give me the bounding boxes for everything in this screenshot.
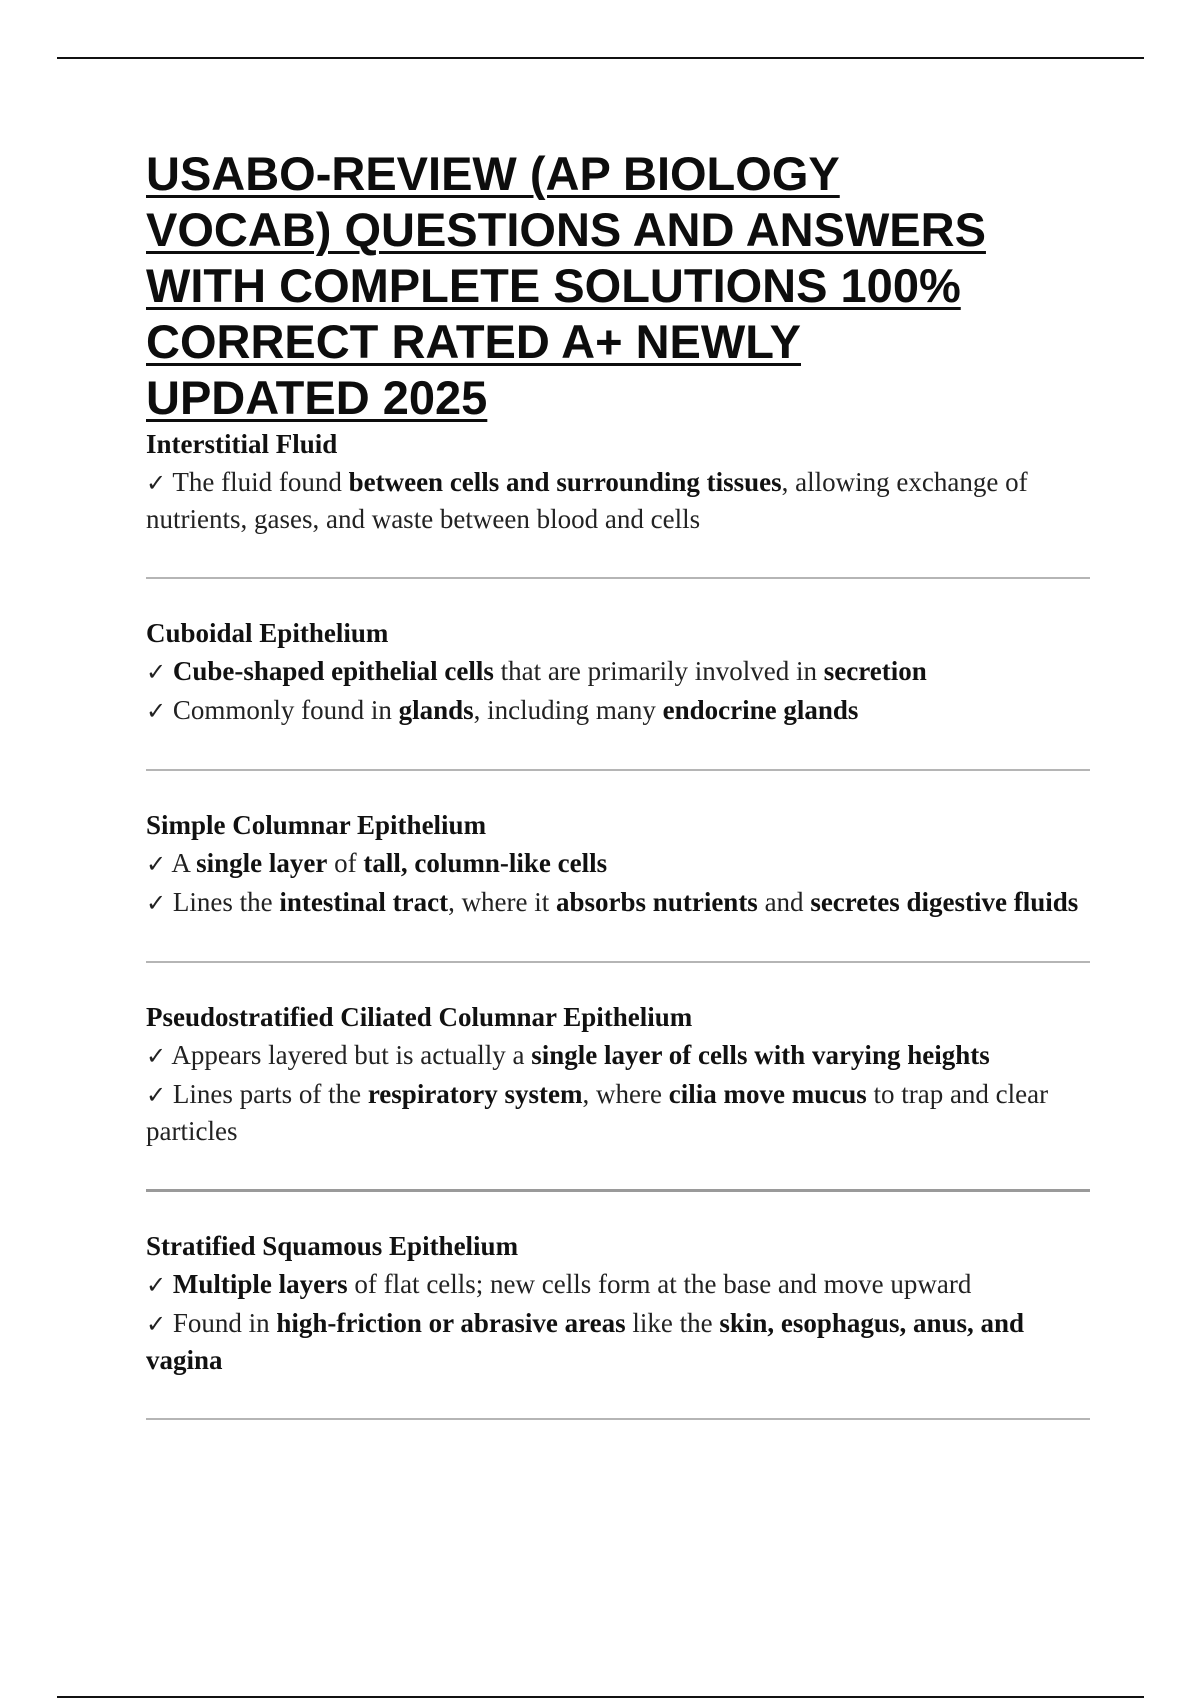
bullet-text: Appears layered but is actually a [171, 1040, 532, 1070]
entry-term: Simple Columnar Epithelium [146, 810, 487, 840]
entry-term: Interstitial Fluid [146, 429, 338, 459]
entry-bullet [146, 884, 1090, 921]
bullet-text-bold: intestinal tract [279, 887, 449, 917]
bullet-text: The fluid found [172, 467, 349, 497]
entry-interstitial-fluid [146, 426, 1090, 537]
page-top-rule [57, 57, 1144, 59]
bullet-text: Found in [172, 1308, 277, 1338]
bullet-text: Lines the [172, 887, 280, 917]
entry-term: Stratified Squamous Epithelium [146, 1231, 519, 1261]
bullet-text: A [171, 848, 197, 878]
bullet-text: , allowing exchange of nutrients, gases, and waste between blood and cells [146, 467, 1028, 534]
check-icon: ✓ [146, 658, 167, 686]
bullet-text: of flat cells; new cells form at the base and move upward [347, 1269, 972, 1299]
bullet-text-bold: tall, column-like cells [363, 848, 608, 878]
entry-term: Pseudostratified Ciliated Columnar Epithelium [146, 1002, 693, 1032]
check-icon: ✓ [146, 1042, 167, 1070]
check-icon: ✓ [146, 469, 167, 497]
check-icon: ✓ [146, 697, 167, 725]
check-icon: ✓ [146, 1271, 167, 1299]
check-icon: ✓ [146, 889, 167, 917]
entry-simple-columnar-epithelium [146, 807, 1090, 921]
bullet-text-bold: absorbs nutrients [556, 887, 758, 917]
entry-bullet [146, 1305, 1090, 1378]
section-divider [146, 1418, 1090, 1420]
bullet-text: that are primarily involved in [493, 656, 824, 686]
check-icon: ✓ [146, 850, 167, 878]
entry-bullet [146, 653, 1090, 690]
bullet-text-bold: skin, esophagus, anus, and vagina [146, 1308, 1025, 1375]
entry-bullet [146, 1266, 1090, 1303]
section-divider [146, 577, 1090, 579]
bullet-text: , where [582, 1079, 669, 1109]
entry-cuboidal-epithelium [146, 615, 1090, 729]
bullet-text: of [327, 848, 364, 878]
entry-pseudostratified-epithelium [146, 999, 1090, 1149]
section-divider [146, 769, 1090, 771]
bullet-text-bold: Multiple layers [172, 1269, 348, 1299]
bullet-text: to trap and clear particles [146, 1079, 1049, 1146]
bullet-text: and [757, 887, 811, 917]
bullet-text: Commonly found in [172, 695, 399, 725]
entry-stratified-squamous-epithelium [146, 1228, 1090, 1378]
bullet-text-bold: endocrine glands [662, 695, 859, 725]
bullet-text-bold: between cells and surrounding tissues [348, 467, 782, 497]
section-divider [146, 1189, 1090, 1192]
entry-bullet [146, 1037, 1090, 1074]
bullet-text-bold: secretes digestive fluids [810, 887, 1079, 917]
section-divider [146, 961, 1090, 963]
entry-bullet [146, 845, 1090, 882]
bullet-text-bold: single layer [196, 848, 328, 878]
bullet-text: Lines parts of the [172, 1079, 368, 1109]
bullet-text: like the [625, 1308, 720, 1338]
entry-bullet [146, 692, 1090, 729]
bullet-text: , including many [473, 695, 663, 725]
document-body [146, 146, 1090, 1456]
document-title: USABO-REVIEW (AP BIOLOGY VOCAB) QUESTIONS AND ANSWERS WITH COMPLETE SOLUTIONS 100% CORRECT RATED A+ NEWLY UPDATED 2025 [146, 147, 986, 424]
entry-bullet [146, 1076, 1090, 1149]
bullet-text-bold: respiratory system [367, 1079, 583, 1109]
check-icon: ✓ [146, 1081, 167, 1109]
bullet-text-bold: secretion [823, 656, 927, 686]
bullet-text-bold: high-friction or abrasive areas [276, 1308, 626, 1338]
bullet-text-bold: single layer of cells with varying heights [531, 1040, 990, 1070]
entry-term: Cuboidal Epithelium [146, 618, 389, 648]
bullet-text-bold: Cube-shaped epithelial cells [172, 656, 494, 686]
check-icon: ✓ [146, 1310, 167, 1338]
bullet-text: , where it [448, 887, 557, 917]
entry-bullet [146, 464, 1090, 537]
bullet-text-bold: cilia move mucus [668, 1079, 867, 1109]
bullet-text-bold: glands [398, 695, 474, 725]
page-bottom-rule [57, 1696, 1144, 1698]
